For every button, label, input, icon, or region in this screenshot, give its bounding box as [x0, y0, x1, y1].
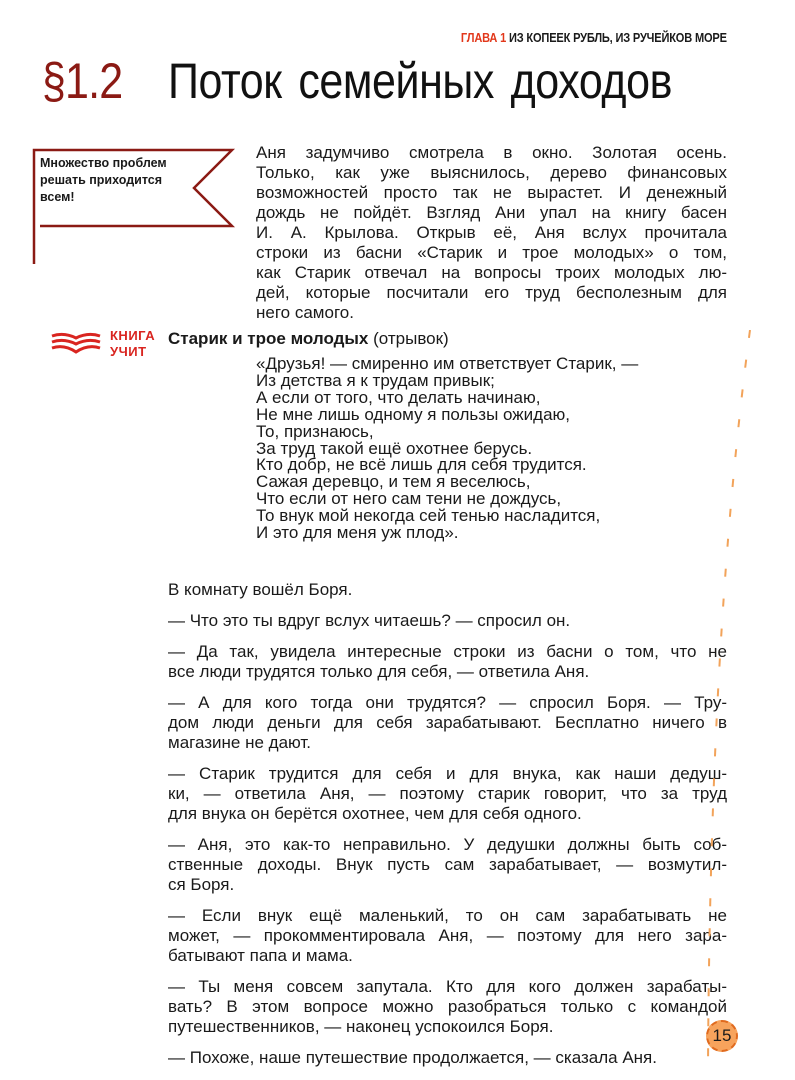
text-line: Не мне лишь одному я пользы ожидаю, — [256, 404, 570, 424]
dialogue-paragraph — [168, 693, 727, 753]
page-title: Поток семейных доходов — [168, 53, 673, 109]
dialogue-paragraph — [168, 977, 727, 1037]
text-line: — Похоже, наше путешествие продолжается, — сказала Аня. — [168, 1048, 657, 1067]
text-line: То, признаюсь, — [256, 421, 374, 441]
fable-heading — [168, 329, 449, 349]
page-number: 15 — [706, 1020, 738, 1052]
flag-callout — [40, 155, 190, 206]
text-line: — Если внук ещё маленький, то он сам зарабатывать не — [168, 906, 727, 925]
text-line: А если от того, что делать начинаю, — [256, 387, 541, 407]
dialogue-paragraph — [168, 835, 727, 895]
text-line: как Старик отвечал на вопросы троих молодых лю- — [256, 263, 727, 282]
open-book-icon — [50, 330, 102, 356]
text-line: батывают папа и мама. — [168, 946, 353, 965]
text-line: — А для кого тогда они трудятся? — спросил Боря. — Тру- — [168, 693, 727, 712]
text-line: То внук мой некогда сей тенью насладится, — [256, 506, 601, 526]
section-number: §1.2 — [42, 53, 123, 109]
text-line: — Аня, это как-то неправильно. У дедушки должны быть соб- — [168, 835, 727, 854]
text-line: Из детства я к трудам привык; — [256, 370, 495, 390]
text-line: Аня задумчиво смотрела в окно. Золотая осень. — [256, 143, 727, 162]
text-line: — Ты меня совсем запутала. Кто для кого должен зарабаты- — [168, 977, 727, 996]
text-line: — Да так, увидела интересные строки из басни о том, что не — [168, 642, 727, 661]
text-line: дождь не пойдёт. Взгляд Ани упал на книгу басен — [256, 203, 727, 222]
text-line: ки, — ответила Аня, — поэтому старик говорит, что за труд — [168, 784, 727, 803]
dialogue-paragraph — [168, 642, 727, 682]
text-line: все люди трудятся только для себя, — ответила Аня. — [168, 662, 590, 681]
dialogue-paragraph — [168, 764, 727, 824]
text-line: И это для меня уж плод». — [256, 523, 459, 543]
book-teaches-label — [110, 328, 155, 360]
intro-paragraph — [256, 143, 727, 323]
text-line: возможностей просто так не вырастет. И денежный — [256, 183, 727, 202]
dialogue-paragraph — [168, 611, 727, 631]
text-line: для внука он берётся охотнее, чем для себя одного. — [168, 804, 582, 823]
text-line: вать? В этом вопросе можно разобраться только с командой — [168, 997, 727, 1016]
text-line: Только, как уже выяснилось, дерево финансовых — [256, 163, 727, 182]
text-line: В комнату вошёл Боря. — [168, 580, 353, 599]
chapter-label: ГЛАВА 1 — [461, 30, 507, 45]
text-line: «Друзья! — смиренно им ответствует Старик, — — [256, 354, 639, 373]
text-line: него самого. — [256, 303, 354, 322]
text-line: — Что это ты вдруг вслух читаешь? — спросил он. — [168, 611, 571, 630]
text-line: дей, которые посчитали его труд бесполезным для — [256, 283, 727, 302]
text-line: может, — прокомментировала Аня, — поэтому для него зара- — [168, 926, 727, 945]
text-line: путешественников, — наконец успокоился Боря. — [168, 1017, 554, 1036]
text-line: всем! — [40, 190, 75, 204]
dialogue-paragraph — [168, 906, 727, 966]
text-line: За труд такой ещё охотнее берусь. — [256, 438, 533, 458]
text-line: ся Боря. — [168, 875, 235, 894]
fable-subtitle: (отрывок) — [373, 329, 449, 348]
text-line: ственные доходы. Внук пусть сам зарабатывает, — возмутил- — [168, 855, 727, 874]
decorative-dashed-line — [690, 330, 760, 1070]
label-line: КНИГА — [110, 328, 156, 343]
text-line: Множество проблем — [40, 156, 167, 170]
text-line: решать приходится — [40, 173, 163, 187]
text-line: дом люди деньги для себя зарабатывают. Бесплатно ничего в — [168, 713, 727, 732]
text-line: строки из басни «Старик и трое молодых» о том, — [256, 243, 727, 262]
dialogue-paragraph — [168, 580, 727, 600]
dialogue-paragraph — [168, 1048, 727, 1068]
fable-poem — [256, 356, 638, 542]
dialogue — [168, 580, 727, 1079]
running-header — [461, 30, 727, 45]
fable-title: Старик и трое молодых — [168, 329, 369, 348]
text-line: Сажая деревцо, и тем я веселюсь, — [256, 472, 531, 492]
text-line: И. А. Крылова. Открыв её, Аня вслух прочитала — [256, 223, 727, 242]
label-line: УЧИТ — [110, 344, 147, 359]
text-line: Кто добр, не всё лишь для себя трудится. — [256, 455, 587, 475]
text-line: — Старик трудится для себя и для внука, как наши дедуш- — [168, 764, 727, 783]
text-line: магазине не дают. — [168, 733, 312, 752]
text-line: Что если от него сам тени не дождусь, — [256, 489, 562, 509]
chapter-title: ИЗ КОПЕЕК РУБЛЬ, ИЗ РУЧЕЙКОВ МОРЕ — [509, 30, 727, 45]
